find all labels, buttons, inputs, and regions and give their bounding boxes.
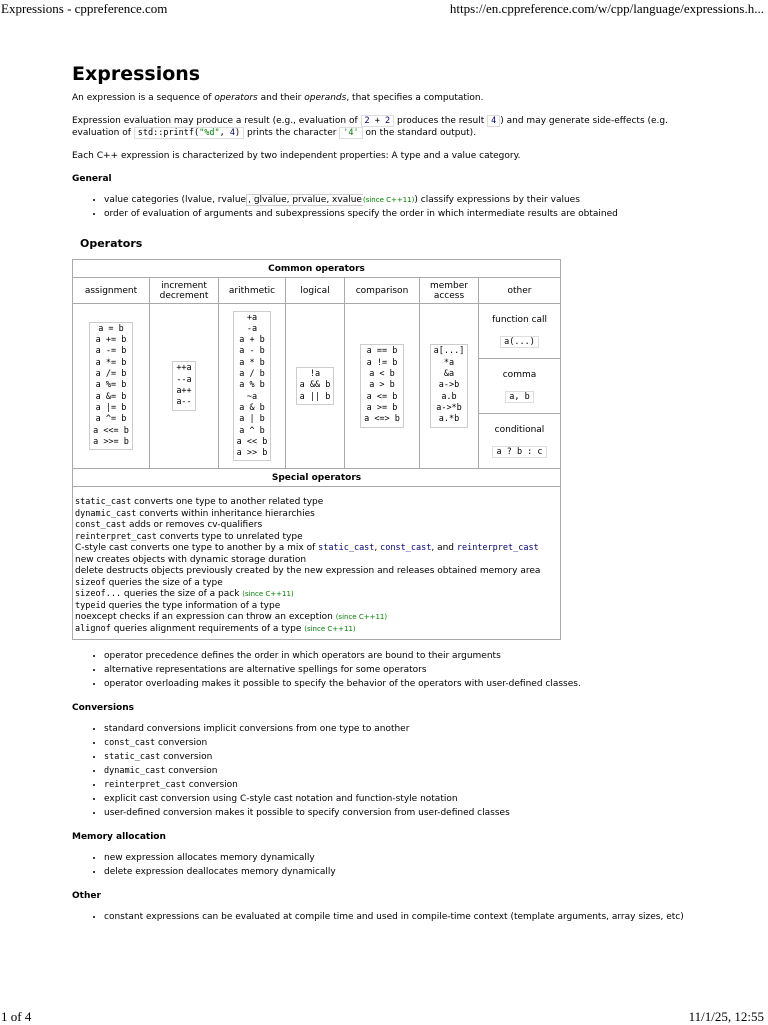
special-row: reinterpret_cast converts type to unrelated type: [75, 531, 303, 542]
list-item: • const_cast conversion: [104, 737, 692, 749]
operator-expression: a << b: [236, 436, 268, 447]
operator-expression: a / b: [239, 369, 265, 380]
special-row: const_cast adds or removes cv-qualifiers: [75, 520, 263, 530]
operator-expression: a = b: [98, 323, 124, 334]
operator-expression: a <<= b: [93, 425, 129, 436]
alternative-representations-link[interactable]: alternative representations are alternative spellings for some operators: [104, 665, 427, 675]
list-item: [104, 678, 692, 690]
assignment-cell: [73, 304, 150, 469]
col-logical[interactable]: logical: [286, 278, 345, 304]
page-title: Expressions: [72, 63, 201, 85]
special-row: C-style cast converts one type to another by a mix of static_cast, const_cast, and reinterpret_cast: [75, 543, 539, 553]
operator-expression: -a: [246, 323, 258, 334]
special-operators-cell: [73, 487, 561, 640]
list-item: [104, 866, 692, 878]
operator-expression: a % b: [239, 380, 265, 391]
dynamic-cast-link[interactable]: dynamic_cast: [75, 508, 137, 519]
operator-expression: a | b: [239, 414, 265, 425]
special-row: new creates objects with dynamic storage duration: [75, 554, 307, 565]
operator-expression: a -= b: [95, 346, 127, 357]
comma-label[interactable]: comma: [502, 370, 537, 380]
comma-code: a, b: [505, 391, 533, 403]
explicit-cast-link[interactable]: explicit cast conversion using C-style cast notation and function-style notation: [104, 794, 458, 804]
code-char-4: '4': [339, 127, 362, 139]
operator-expression: ~a: [246, 391, 258, 402]
operator-expression: a > b: [369, 380, 395, 391]
special-row: typeid queries the type information of a type: [75, 600, 281, 611]
conditional-cell: [479, 414, 561, 469]
operator-expression: a && b: [299, 380, 331, 391]
operator-expression: a *= b: [95, 357, 127, 368]
comparison-cell: [345, 304, 420, 469]
article-content: [72, 62, 692, 935]
operator-expression: a |= b: [95, 402, 127, 413]
operator-expression: a >>= b: [93, 436, 129, 447]
user-defined-conversion-link[interactable]: user-defined conversion makes it possible to specify conversion from user-defined classes: [104, 808, 510, 818]
special-row: sizeof queries the size of a type: [75, 577, 223, 588]
general-list: [72, 194, 692, 220]
operator-expression: *a: [443, 357, 455, 368]
sizeof-pack-link[interactable]: sizeof...: [75, 589, 122, 599]
operator-expression: a += b: [95, 335, 127, 346]
list-item: [104, 807, 692, 819]
operator-expression: a + b: [239, 335, 265, 346]
operator-expression: a ^= b: [95, 414, 127, 425]
arithmetic-operators: [233, 311, 272, 462]
delete-expression-link[interactable]: delete expression deallocates memory dynamically: [104, 867, 336, 877]
list-item: • static_cast conversion: [104, 751, 692, 763]
sizeof-link[interactable]: sizeof: [75, 577, 106, 588]
member-operators: [430, 344, 469, 427]
col-assignment[interactable]: assignment: [73, 278, 150, 304]
operator-expression: a->*b: [436, 402, 462, 413]
operator-expression: a--: [176, 397, 192, 408]
conversions-heading: Conversions: [72, 703, 134, 713]
list-item: [104, 208, 692, 220]
operators-table: [72, 259, 561, 640]
operator-expression: a & b: [239, 402, 265, 413]
operator-expression: a >= b: [366, 402, 398, 413]
new-link[interactable]: new: [75, 554, 94, 565]
function-call-label[interactable]: function call: [491, 315, 548, 325]
assignment-operators: [89, 322, 133, 450]
list-item: [104, 664, 692, 676]
increment-operators: [172, 361, 195, 410]
code-printf: std::printf("%d", 4): [134, 127, 244, 139]
function-call-cell: [479, 304, 561, 359]
value-categories-link[interactable]: value categories (lvalue, rvalue: [104, 195, 247, 205]
other-heading: Other: [72, 891, 101, 901]
list-item: • dynamic_cast conversion: [104, 765, 692, 777]
noexcept-link[interactable]: noexcept: [75, 612, 117, 622]
operator-expression: a < b: [369, 369, 395, 380]
conditional-code: a ? b : c: [492, 446, 546, 458]
operator-expression: a == b: [366, 346, 398, 357]
memory-list: [72, 852, 692, 878]
member-cell: [420, 304, 479, 469]
intro-paragraph-1: An expression is a sequence of operators and their operands, that specifies a computation.: [72, 93, 484, 103]
list-item: [104, 650, 692, 662]
const-cast-conversion-link[interactable]: const_cast: [104, 738, 156, 748]
special-row: delete destructs objects previously created by the new expression and releases obtained memory area: [75, 566, 541, 576]
special-operators-header: Special operators: [73, 469, 561, 487]
reinterpret-cast-conversion-link[interactable]: reinterpret_cast: [104, 780, 186, 790]
operator-expression: ++a: [176, 363, 192, 374]
operator-expression: a ^ b: [239, 425, 265, 436]
operator-expression: a->b: [438, 380, 460, 391]
list-item: • value categories (lvalue, rvalue , glvalue, prvalue, xvalue(since C++11)) classify expressions by their values: [104, 194, 692, 206]
operator-overloading-link[interactable]: operator overloading makes it possible to specify the behavior of the operators with user-defined classes.: [104, 679, 581, 689]
operator-expression: a &= b: [95, 391, 127, 402]
operators-notes-list: [72, 650, 692, 690]
memory-heading: Memory allocation: [72, 832, 166, 842]
operator-expression: +a: [246, 312, 258, 323]
col-increment[interactable]: increment decrement: [150, 278, 219, 304]
conditional-label[interactable]: conditional: [494, 425, 545, 435]
logical-operators: [296, 367, 335, 405]
operator-expression: a /= b: [95, 369, 127, 380]
operators-heading: Operators: [80, 237, 143, 250]
list-item: [104, 723, 692, 735]
static-cast-conversion-link[interactable]: static_cast: [104, 752, 161, 762]
print-footer-page: 1 of 4: [1, 1009, 32, 1024]
col-arithmetic[interactable]: arithmetic: [219, 278, 286, 304]
constant-expressions-link[interactable]: constant expressions can be evaluated at compile time and used in compile-time context (template arguments, array sizes, etc): [104, 912, 684, 922]
operator-expression: --a: [176, 374, 192, 385]
special-row: dynamic_cast converts within inheritance hierarchies: [75, 508, 315, 519]
operator-expression: &a: [443, 369, 455, 380]
code-4: 4: [487, 115, 500, 127]
code-2-plus-2: 2 + 2: [361, 115, 395, 127]
special-row: noexcept checks if an expression can throw an exception (since C++11): [75, 612, 388, 622]
dynamic-cast-conversion-link[interactable]: dynamic_cast: [104, 766, 166, 776]
operator-expression: a[...]: [433, 346, 465, 357]
list-item: [104, 793, 692, 805]
operands-link[interactable]: operands: [304, 93, 347, 103]
function-call-code: a(...): [500, 336, 539, 348]
operator-expression: a.b: [441, 391, 457, 402]
alignof-link[interactable]: alignof: [75, 623, 111, 634]
list-item: [104, 852, 692, 864]
common-operators-header: Common operators: [73, 260, 561, 278]
operator-expression: a * b: [239, 357, 265, 368]
static-cast-link[interactable]: static_cast: [75, 497, 132, 507]
comma-cell: [479, 359, 561, 414]
operator-expression: a != b: [366, 357, 398, 368]
conversions-list: [72, 723, 692, 819]
list-item: • reinterpret_cast conversion: [104, 779, 692, 791]
operator-precedence-link[interactable]: operator precedence defines the order in which operators are bound to their arguments: [104, 651, 501, 661]
comparison-operators: [360, 344, 404, 427]
col-comparison[interactable]: comparison: [345, 278, 420, 304]
order-of-evaluation-link[interactable]: order of evaluation of arguments and subexpressions specify the order in which intermediate results are obtained: [104, 209, 618, 219]
operator-expression: !a: [309, 369, 321, 380]
general-heading: General: [72, 174, 112, 184]
arithmetic-cell: [219, 304, 286, 469]
since-badge: (since C++11): [362, 196, 415, 204]
new-expression-link[interactable]: new expression allocates memory dynamically: [104, 853, 315, 863]
reinterpret-cast-link[interactable]: reinterpret_cast: [75, 531, 157, 542]
col-member-access[interactable]: member access: [420, 278, 479, 304]
special-row: sizeof... queries the size of a pack (since C++11): [75, 589, 294, 599]
standard-conversions-link[interactable]: standard conversions implicit conversions from one type to another: [104, 724, 410, 734]
print-header-url[interactable]: https://en.cppreference.com/w/cpp/language/expressions.h...: [449, 1, 764, 16]
col-other[interactable]: other: [479, 278, 561, 304]
increment-cell: [150, 304, 219, 469]
operator-expression: a++: [176, 386, 192, 396]
c-style-cast-link[interactable]: C-style cast converts one type to another by a mix of: [75, 543, 319, 553]
special-row: alignof queries alignment requirements of a type (since C++11): [75, 623, 356, 634]
typeid-link[interactable]: typeid: [75, 600, 106, 611]
intro-paragraph-3: Each C++ expression is characterized by two independent properties: A type and a value category.: [72, 151, 521, 161]
print-footer-timestamp: 11/1/25, 12:55: [688, 1009, 764, 1024]
print-header-title: Expressions - cppreference.com: [1, 1, 168, 16]
list-item: [104, 911, 692, 923]
operator-expression: a || b: [299, 391, 331, 402]
intro-paragraph-2: Expression evaluation may produce a result (e.g., evaluation of 2 + 2 produces the result 4 ) and may generate side-effects (e.g. evaluation of std::printf("%d", 4) prints the character '4' on the standard output).: [72, 116, 668, 138]
operators-link[interactable]: operators: [214, 93, 258, 103]
const-cast-link[interactable]: const_cast: [75, 520, 127, 530]
operator-expression: a <= b: [366, 391, 398, 402]
delete-link[interactable]: delete: [75, 566, 104, 576]
operator-expression: a.*b: [438, 414, 460, 425]
logical-cell: [286, 304, 345, 469]
operator-expression: a <=> b: [364, 414, 400, 425]
other-list: [72, 911, 692, 923]
operator-expression: a %= b: [95, 380, 127, 391]
operator-expression: a - b: [239, 346, 265, 357]
operator-expression: a >> b: [236, 448, 268, 459]
special-row: static_cast converts one type to another related type: [75, 497, 324, 507]
